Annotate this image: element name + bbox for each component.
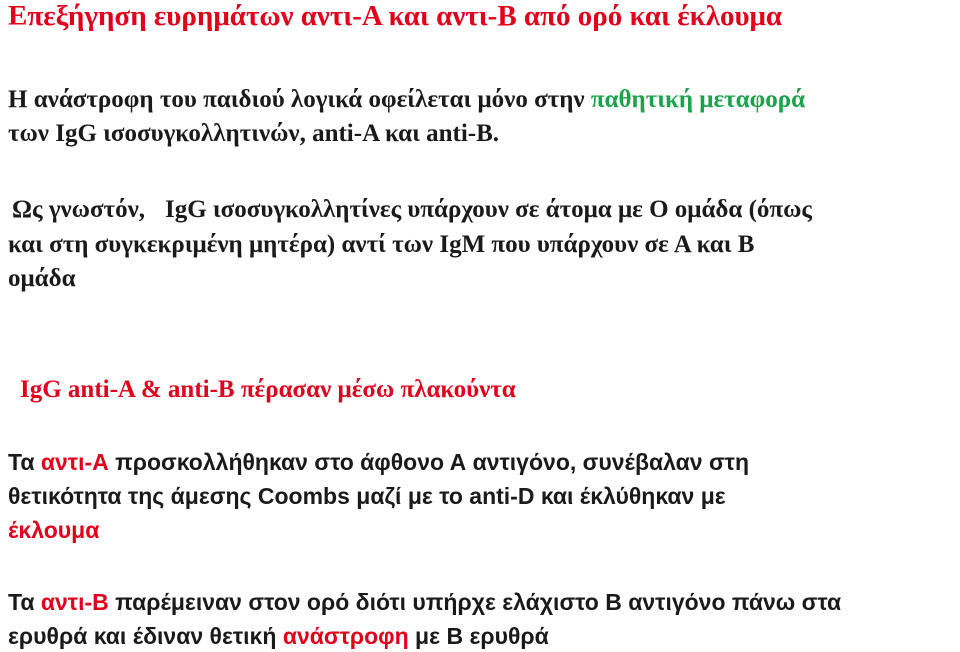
- p1-line-1: [8, 86, 805, 114]
- p2-line-3: ομάδα: [8, 265, 76, 292]
- p3-line-1: IgG anti-A & anti-B πέρασαν μέσω πλακούντα: [20, 376, 516, 403]
- p1-line-2: των IgG ισοσυγκολλητινών, anti-A και anti-B.: [8, 120, 500, 147]
- p5-line-1: [8, 589, 841, 616]
- p5-text: παρέμειναν στον ορό διότι υπήρχε ελάχιστο Β αντιγόνο πάνω στα: [108, 589, 842, 615]
- p2-lead: Ως γνωστόν,: [12, 196, 145, 223]
- p5-text-3: με Β ερυθρά: [408, 623, 549, 649]
- p4-line-3: έκλουμα: [8, 517, 100, 543]
- p5-line-2: [8, 623, 549, 650]
- p5-lead: Τα: [8, 589, 41, 615]
- p4-text: προσκολλήθηκαν στο άφθονο Α αντιγόνο, συνέβαλαν στη: [108, 449, 749, 475]
- passive-transfer-highlight: παθητική μεταφορά: [590, 86, 806, 113]
- p4-line-1: [8, 449, 749, 476]
- p2-line-2: και στη συγκεκριμένη μητέρα) αντί των IgM που υπάρχουν σε Α και Β: [8, 231, 755, 258]
- p4-line-2: θετικότητα της άμεσης Coombs μαζί με το anti-D και έκλύθηκαν με: [8, 483, 726, 509]
- anti-a-highlight: αντι-Α: [40, 449, 109, 475]
- p4-lead: Τα: [8, 449, 41, 475]
- reverse-typing-highlight: ανάστροφη: [282, 623, 409, 649]
- p2-text: IgG ισοσυγκολλητίνες υπάρχουν σε άτομα με Ο ομάδα (όπως: [165, 196, 812, 223]
- anti-b-highlight: αντι-Β: [40, 589, 109, 615]
- p5-text-2: ερυθρά και έδιναν θετική: [8, 623, 283, 649]
- p1-text: Η ανάστροφη του παιδιού λογικά οφείλεται μόνο στην: [8, 86, 591, 113]
- slide-title: Επεξήγηση ευρημάτων αντι-Α και αντι-Β από ορό και έκλουμα: [8, 0, 783, 32]
- p2-line-1: [12, 196, 812, 224]
